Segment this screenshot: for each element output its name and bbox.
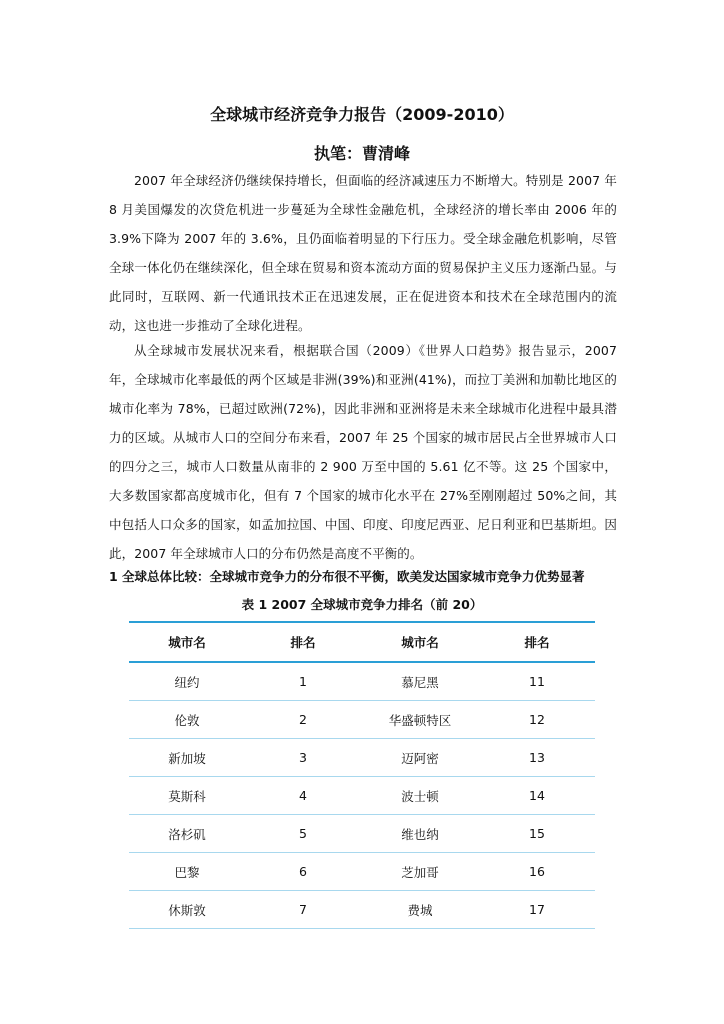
cell-rank: 6 [245,853,361,891]
cell-city: 芝加哥 [361,853,479,891]
cell-rank: 15 [479,815,595,853]
cell-city: 慕尼黑 [361,662,479,701]
document-title: 全球城市经济竞争力报告（2009-2010） [210,105,514,124]
paragraph-1: 2007 年全球经济仍继续保持增长，但面临的经济减速压力不断增大。特别是 2007 年 8 月美国爆发的次贷危机进一步蔓延为全球性金融危机，全球经济的增长率由 2006 年的 3.9%下降为 2007 年的 3.6%，且仍面临着明显的下行压力。受全球金融危机影响，尽管全球一体化仍在继续深化，但全球在贸易和资本流动方面的贸易保护主义压力逐渐凸显。与此同时，互联网、新一代通讯技术正在迅速发展，正在促进资本和技术在全球范围内的流动，这也进一步推动了全球化进程。 [109,173,617,333]
cell-city: 洛杉矶 [129,815,245,853]
cell-rank: 13 [479,739,595,777]
table-row [129,662,595,701]
header-city-1: 城市名 [129,622,245,662]
header-city-2: 城市名 [361,622,479,662]
cell-rank: 17 [479,891,595,929]
table-row [129,815,595,853]
table-row [129,891,595,929]
section-heading: 1 全球总体比较：全球城市竞争力的分布很不平衡，欧美发达国家城市竞争力优势显著 [109,569,585,584]
cell-city: 巴黎 [129,853,245,891]
cell-rank: 4 [245,777,361,815]
paragraph-2: 从全球城市发展状况来看，根据联合国（2009）《世界人口趋势》报告显示，2007 年，全球城市化率最低的两个区域是非洲(39%)和亚洲(41%)，而拉丁美洲和加勒比地区的城市化率为 78%，已超过欧洲(72%)，因此非洲和亚洲将是未来全球城市化进程中最具潜力的区域。从城市人口的空间分布来看，2007 年 25 个国家的城市居民占全世界城市人口的四分之三，城市人口数量从南非的 2 900 万至中国的 5.61 亿不等。这 25 个国家中，大多数国家都高度城市化，但有 7 个国家的城市化水平在 27%至刚刚超过 50%之间，其中包括人口众多的国家，如孟加拉国、中国、印度、印度尼西亚、尼日利亚和巴基斯坦。因此，2007 年全球城市人口的分布仍然是高度不平衡的。 [109,343,617,561]
cell-city: 维也纳 [361,815,479,853]
cell-city: 波士顿 [361,777,479,815]
header-rank-2: 排名 [479,622,595,662]
cell-rank: 14 [479,777,595,815]
cell-rank: 2 [245,701,361,739]
table-row [129,701,595,739]
table-row [129,777,595,815]
cell-rank: 11 [479,662,595,701]
cell-rank: 12 [479,701,595,739]
ranking-table [129,621,595,929]
cell-rank: 5 [245,815,361,853]
table-header-row [129,622,595,662]
cell-rank: 7 [245,891,361,929]
cell-city: 费城 [361,891,479,929]
header-rank-1: 排名 [245,622,361,662]
cell-city: 新加坡 [129,739,245,777]
cell-city: 迈阿密 [361,739,479,777]
cell-rank: 16 [479,853,595,891]
author-line: 执笔：曹清峰 [313,144,410,163]
cell-city: 莫斯科 [129,777,245,815]
cell-city: 休斯敦 [129,891,245,929]
cell-rank: 3 [245,739,361,777]
cell-city: 华盛顿特区 [361,701,479,739]
table-caption: 表 1 2007 全球城市竞争力排名（前 20） [241,597,483,612]
cell-city: 纽约 [129,662,245,701]
table-row [129,739,595,777]
cell-city: 伦敦 [129,701,245,739]
table-row [129,853,595,891]
cell-rank: 1 [245,662,361,701]
